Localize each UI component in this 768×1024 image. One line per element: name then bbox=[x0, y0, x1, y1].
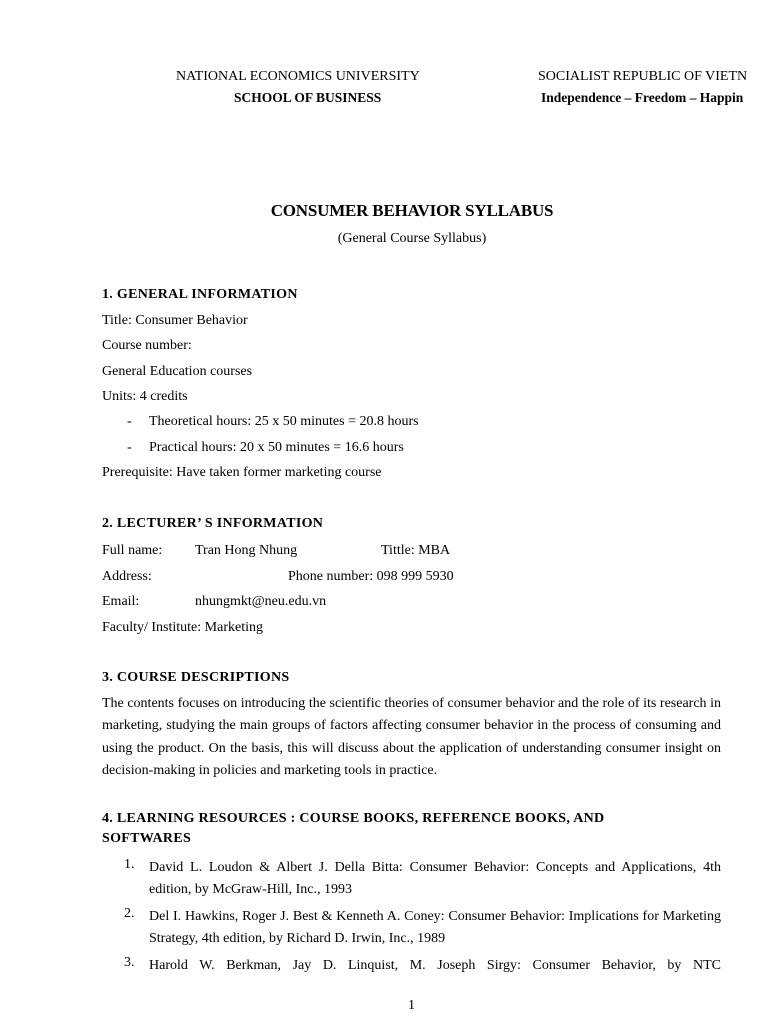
bullet-dash: - bbox=[127, 414, 132, 429]
republic-name: SOCIALIST REPUBLIC OF VIETN bbox=[538, 69, 748, 84]
reference-item: Harold W. Berkman, Jay D. Linquist, M. Joseph Sirgy: Consumer Behavior, by NTC bbox=[149, 958, 721, 973]
reference-number: 2. bbox=[124, 906, 135, 921]
reference-number: 3. bbox=[124, 955, 135, 970]
section-heading-resources: 4. LEARNING RESOURCES : COURSE BOOKS, REFERENCE BOOKS, AND bbox=[102, 811, 605, 826]
theoretical-hours: Theoretical hours: 25 x 50 minutes = 20.8 hours bbox=[149, 414, 419, 429]
reference-item: David L. Loudon & Albert J. Della Bitta: Consumer Behavior: Concepts and Applications, 4th edition, by McGraw-Hill, Inc., 1993 bbox=[149, 860, 721, 897]
phone-number: Phone number: 098 999 5930 bbox=[288, 569, 454, 584]
full-name-value: Tran Hong Nhung bbox=[195, 543, 298, 558]
reference-number: 1. bbox=[124, 857, 135, 872]
school-name: SCHOOL OF BUSINESS bbox=[234, 90, 382, 105]
lecturer-title: Tittle: MBA bbox=[381, 543, 451, 558]
email-label: Email: bbox=[102, 594, 140, 609]
section-heading-descriptions: 3. COURSE DESCRIPTIONS bbox=[102, 670, 290, 685]
page-number: 1 bbox=[408, 998, 415, 1013]
national-motto: Independence – Freedom – Happin bbox=[541, 90, 744, 105]
education-line: General Education courses bbox=[102, 364, 253, 379]
document-title: CONSUMER BEHAVIOR SYLLABUS bbox=[270, 201, 554, 220]
bullet-dash: - bbox=[127, 440, 132, 455]
course-description-paragraph: The contents focuses on introducing the scientific theories of consumer behavior and the role of its research in marketing, studying the main groups of factors affecting consumer behavior in the process of consuming and using the product. On the basis, this will discuss about the application of understanding consumer insight on decision-making in policies and marketing tools in practice. bbox=[102, 696, 721, 778]
practical-hours: Practical hours: 20 x 50 minutes = 16.6 hours bbox=[149, 440, 404, 455]
course-number-line: Course number: bbox=[102, 338, 192, 353]
course-title-line: Title: Consumer Behavior bbox=[102, 313, 248, 328]
email-address[interactable]: nhungmkt@neu.edu.vn bbox=[195, 594, 327, 609]
faculty-line: Faculty/ Institute: Marketing bbox=[102, 620, 263, 635]
full-name-label: Full name: bbox=[102, 543, 163, 558]
units-line: Units: 4 credits bbox=[102, 389, 188, 404]
section-heading-resources-cont: SOFTWARES bbox=[102, 831, 192, 846]
section-heading-general: 1. GENERAL INFORMATION bbox=[102, 287, 298, 302]
section-heading-lecturer: 2. LECTURER’ S INFORMATION bbox=[102, 516, 324, 531]
prerequisite-line: Prerequisite: Have taken former marketing course bbox=[102, 465, 382, 480]
document-subtitle: (General Course Syllabus) bbox=[337, 231, 487, 246]
reference-item: Del I. Hawkins, Roger J. Best & Kenneth A. Coney: Consumer Behavior: Implications for Marketing Strategy, 4th edition, by Richard D. Irwin, Inc., 1989 bbox=[149, 909, 721, 946]
address-label: Address: bbox=[102, 569, 152, 584]
university-name: NATIONAL ECONOMICS UNIVERSITY bbox=[176, 69, 420, 84]
